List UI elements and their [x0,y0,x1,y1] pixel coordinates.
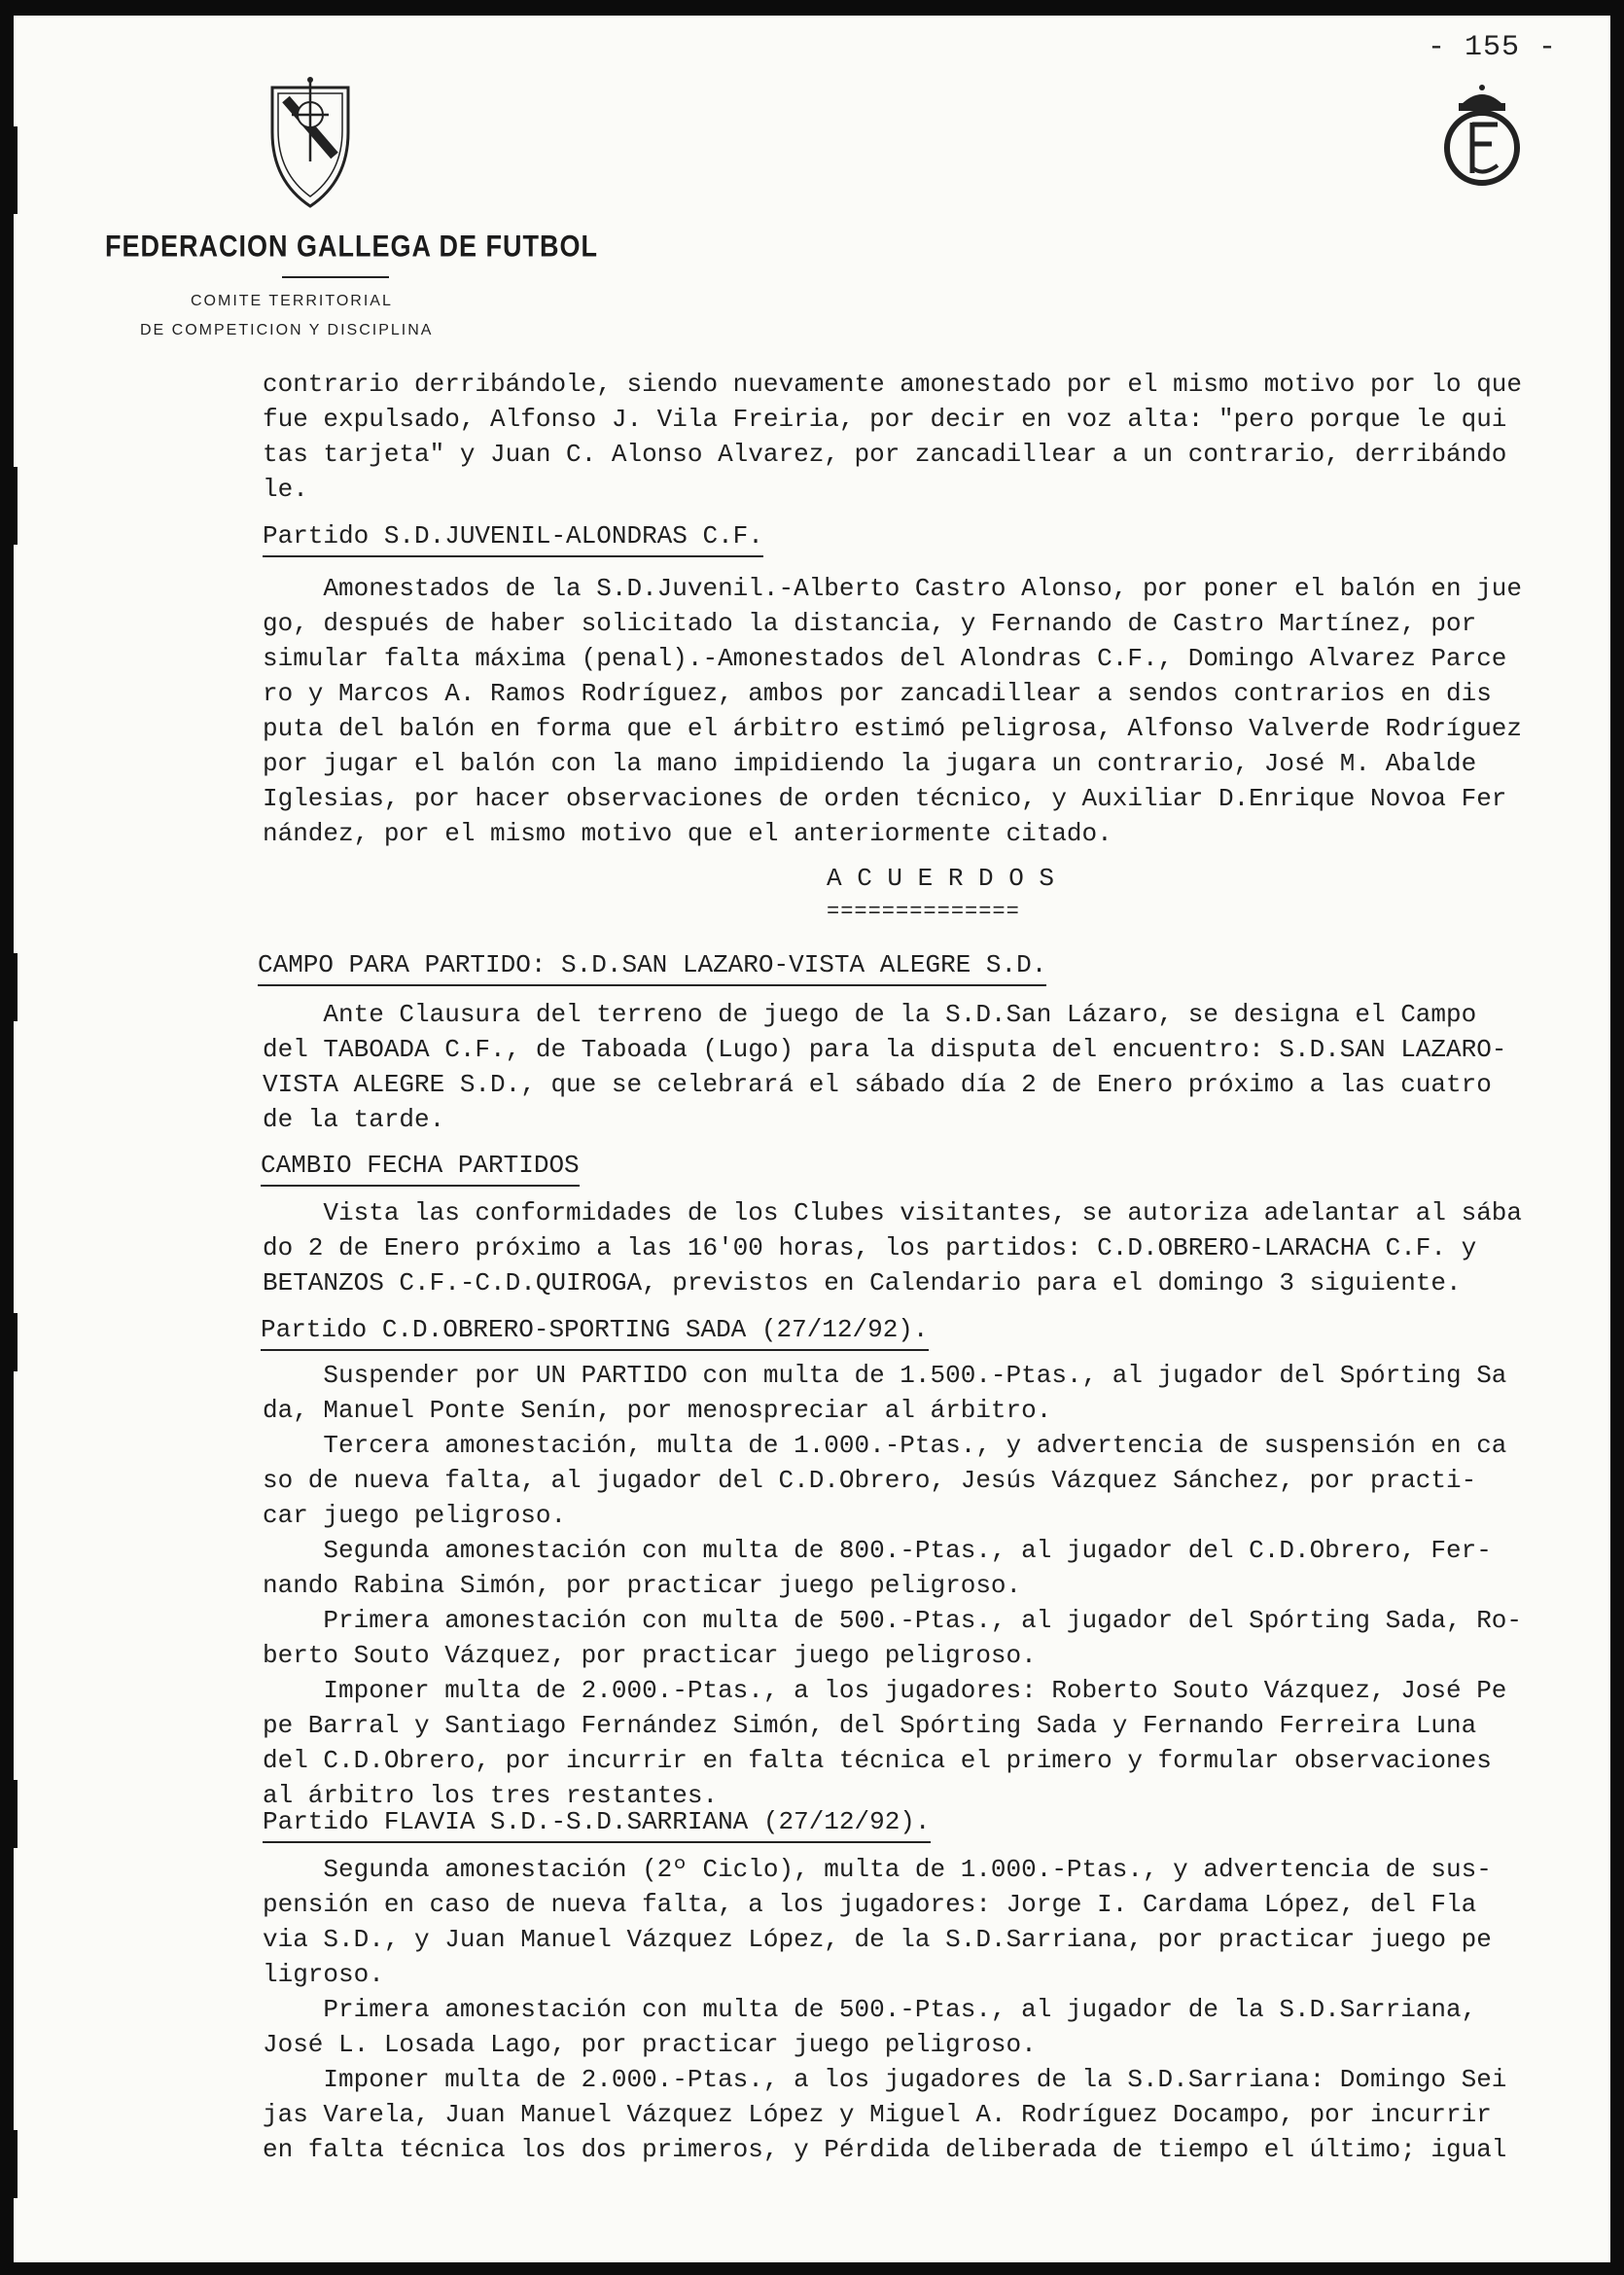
crown-emblem-icon [1443,84,1521,191]
torn-edge [0,953,18,1021]
paragraph-cambio-fecha: Vista las conformidades de los Clubes visitantes, se autoriza adelantar al sába do 2 de Enero próximo a las 16'00 horas, los partidos: C.D.OBRERO-LARACHA C.F. y BETANZOS C.F.-C.D.QUIROGA, previstos en Calendario para el domingo 3 siguiente. [263,1198,1523,1297]
paragraph-continuation: contrario derribándole, siendo nuevamente amonestado por el mismo motivo por lo que fue expulsado, Alfonso J. Vila Freiria, por decir en voz alta: "pero porque le qui tas tarjeta" y Juan C. Alonso Alvarez, por zancadillear a un contrario, derribándo le. [263,370,1523,504]
title-rule [282,276,389,278]
heading-obrero-sporting: Partido C.D.OBRERO-SPORTING SADA (27/12/92). [261,1312,929,1351]
torn-edge [0,2130,18,2198]
page-number: - 155 - [1428,31,1558,64]
torn-edge [0,126,18,214]
committee-line-2: DE COMPETICION Y DISCIPLINA [140,322,434,338]
heading-flavia-sarriana: Partido FLAVIA S.D.-S.D.SARRIANA (27/12/92). [263,1804,931,1843]
torn-edge [0,467,18,545]
committee-line-1: COMITE TERRITORIAL [191,293,393,309]
paragraph-juvenil-alondras: Amonestados de la S.D.Juvenil.-Alberto Castro Alonso, por poner el balón en jue go, después de haber solicitado la distancia, y Fernando de Castro Martínez, por simular falta máxima (penal).-Amonestados del Alondras C.F., Domingo Alvarez Parce ro y Marcos A. Ramos Rodríguez, ambos por zancadillear a sendos contrarios en dis puta del balón en forma que el árbitro estimó peligrosa, Alfonso Valverde Rodríguez por jugar el balón con la mano impidiendo la jugara un contrario, José M. Abalde Iglesias, por hacer observaciones de orden técnico, y Auxiliar D.Enrique Novoa Fer nández, por el mismo motivo que el anteriormente citado. [263,574,1523,848]
heading-campo-partido: CAMPO PARA PARTIDO: S.D.SAN LAZARO-VISTA ALEGRE S.D. [258,947,1046,986]
federation-name: FEDERACION GALLEGA DE FUTBOL [105,230,598,264]
torn-edge [0,1313,18,1371]
paragraph-campo-partido: Ante Clausura del terreno de juego de la S.D.San Lázaro, se designa el Campo del TABOADA C.F., de Taboada (Lugo) para la disputa del encuentro: S.D.SAN LAZARO- VISTA ALEGRE S.D., que se celebrará el sábado día 2 de Enero próximo a las cuatro de la tarde. [263,1000,1507,1134]
federation-shield-icon [268,74,352,210]
acuerdos-title: A C U E R D O S [827,864,1055,893]
torn-edge [0,1780,18,1848]
acuerdos-rule: ============== [827,900,1020,924]
paragraph-obrero-sporting: Suspender por UN PARTIDO con multa de 1.500.-Ptas., al jugador del Spórting Sa da, Manuel Ponte Senín, por menospreciar al árbitro. Tercera amonestación, multa de 1.000.-Ptas., y advertencia de suspensión en ca so de nueva falta, al jugador del C.D.Obrero, Jesús Vázquez Sánchez, por practi- car juego peligroso. Segunda amonestación con multa de 800.-Ptas., al jugador del C.D.Obrero, Fer- nando Rabina Simón, por practicar juego peligroso. Primera amonestación con multa de 500.-Ptas., al jugador del Spórting Sada, Ro- berto Souto Vázquez, por practicar juego peligroso. Imponer multa de 2.000.-Ptas., a los jugadores: Roberto Souto Vázquez, José Pe pe Barral y Santiago Fernández Simón, del Spórting Sada y Fernando Ferreira Luna del C.D.Obrero, por incurrir en falta técnica el primero y formular observaciones al árbitro los tres restantes. [263,1361,1523,1810]
heading-juvenil-alondras: Partido S.D.JUVENIL-ALONDRAS C.F. [263,518,763,557]
paragraph-flavia-sarriana: Segunda amonestación (2º Ciclo), multa de 1.000.-Ptas., y advertencia de sus- pensión en caso de nueva falta, a los jugadores: Jorge I. Cardama López, del Fla via S.D., y Juan Manuel Vázquez López, de la S.D.Sarriana, por practicar juego pe ligroso. Primera amonestación con multa de 500.-Ptas., al jugador de la S.D.Sarriana, José L. Losada Lago, por practicar juego peligroso. Imponer multa de 2.000.-Ptas., a los jugadores de la S.D.Sarriana: Domingo Sei jas Varela, Juan Manuel Vázquez López y Miguel A. Rodríguez Docampo, por incurrir en falta técnica los dos primeros, y Pérdida deliberada de tiempo el último; igual [263,1855,1507,2164]
heading-cambio-fecha: CAMBIO FECHA PARTIDOS [261,1148,580,1187]
